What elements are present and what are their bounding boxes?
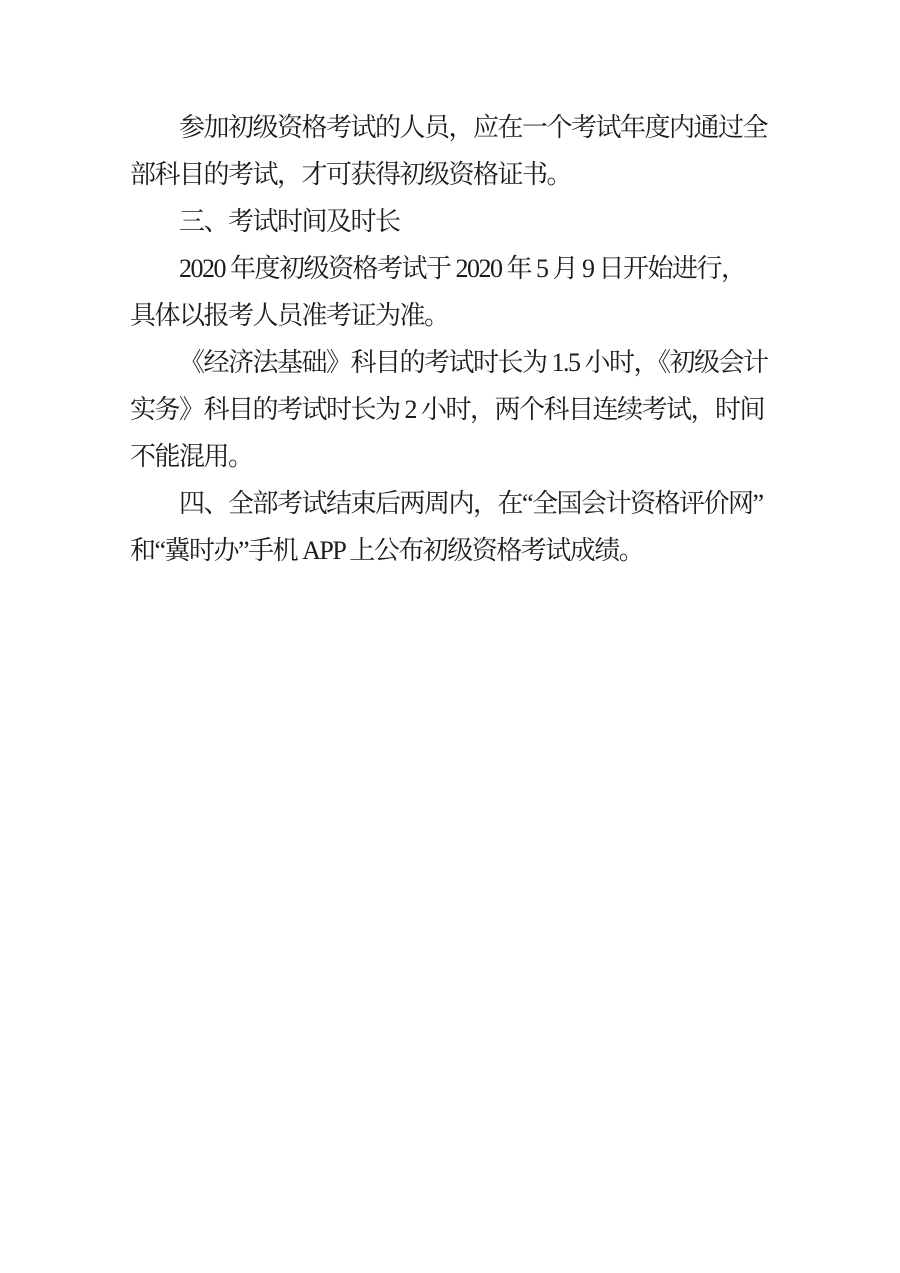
paragraph-2-line-2: 具体以报考人员准考证为准。 xyxy=(130,301,449,330)
paragraph-1-line-1: 参加初级资格考试的人员，应在一个考试年度内通过全 xyxy=(179,113,768,142)
paragraph-4-line-2: 和“冀时办”手机 APP 上公布初级资格考试成绩。 xyxy=(130,536,644,565)
paragraph-2-line-1: 2020 年度初级资格考试于 2020 年 5 月 9 日开始进行， xyxy=(179,254,746,283)
document-body xyxy=(130,104,778,574)
paragraph-3-line-3: 不能混用。 xyxy=(130,442,253,471)
section-heading-4: 四、全部考试结束后两周内，在“全国会计资格评价网” xyxy=(179,489,763,518)
section-heading-3: 三、考试时间及时长 xyxy=(179,207,400,236)
paragraph-3-line-2: 实务》科目的考试时长为 2 小时，两个科目连续考试，时间 xyxy=(130,395,765,424)
paragraph-1-line-2: 部科目的考试，才可获得初级资格证书。 xyxy=(130,160,572,189)
paragraph-3-line-1: 《经济法基础》科目的考试时长为 1.5 小时，《初级会计 xyxy=(179,348,768,377)
